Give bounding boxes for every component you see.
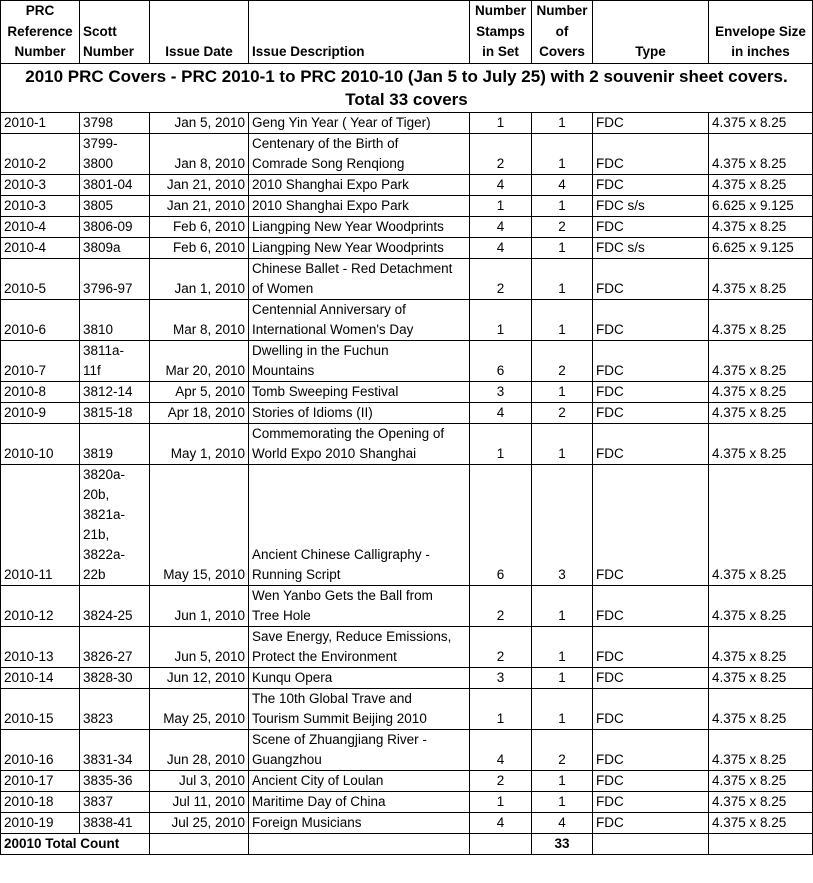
table-row xyxy=(1,464,813,585)
cell-envelope-size: 4.375 x 8.25 xyxy=(709,729,813,770)
cell-number-stamps: 3 xyxy=(470,381,532,402)
cell-issue-description: Centennial Anniversary of International Women's Day xyxy=(249,299,470,340)
cell-number-covers: 2 xyxy=(532,402,593,423)
total-empty-date xyxy=(150,833,249,854)
cell-ref-number: 2010-8 xyxy=(1,381,80,402)
cell-ref-number: 2010-19 xyxy=(1,812,80,833)
header-number-covers: Number of Covers xyxy=(532,1,593,64)
cell-scott-number: 3820a- 20b, 3821a- 21b, 3822a- 22b xyxy=(80,464,150,585)
cell-number-stamps: 4 xyxy=(470,237,532,258)
cell-envelope-size: 4.375 x 8.25 xyxy=(709,688,813,729)
cell-issue-date: May 25, 2010 xyxy=(150,688,249,729)
cell-envelope-size: 6.625 x 9.125 xyxy=(709,195,813,216)
cell-number-covers: 3 xyxy=(532,464,593,585)
cell-envelope-size: 4.375 x 8.25 xyxy=(709,174,813,195)
cell-ref-number: 2010-6 xyxy=(1,299,80,340)
cell-envelope-size: 4.375 x 8.25 xyxy=(709,133,813,174)
cell-type: FDC xyxy=(593,112,709,133)
cell-type: FDC s/s xyxy=(593,237,709,258)
cell-envelope-size: 4.375 x 8.25 xyxy=(709,791,813,812)
cell-number-stamps: 2 xyxy=(470,258,532,299)
title-row xyxy=(1,63,813,112)
table-row xyxy=(1,133,813,174)
cell-issue-description: Scene of Zhuangjiang River - Guangzhou xyxy=(249,729,470,770)
cell-envelope-size: 4.375 x 8.25 xyxy=(709,812,813,833)
table-row xyxy=(1,585,813,626)
table-row xyxy=(1,381,813,402)
cell-number-stamps: 4 xyxy=(470,174,532,195)
cell-type: FDC xyxy=(593,812,709,833)
header-ref-number: PRC Reference Number xyxy=(1,1,80,64)
cell-issue-description: Tomb Sweeping Festival xyxy=(249,381,470,402)
cell-issue-date: May 15, 2010 xyxy=(150,464,249,585)
cell-issue-date: Jan 1, 2010 xyxy=(150,258,249,299)
cell-issue-date: May 1, 2010 xyxy=(150,423,249,464)
total-empty-desc xyxy=(249,833,470,854)
table-row xyxy=(1,626,813,667)
cell-ref-number: 2010-3 xyxy=(1,174,80,195)
cell-scott-number: 3837 xyxy=(80,791,150,812)
cell-type: FDC xyxy=(593,299,709,340)
cell-issue-description: Maritime Day of China xyxy=(249,791,470,812)
cell-number-covers: 1 xyxy=(532,112,593,133)
cell-issue-description: 2010 Shanghai Expo Park xyxy=(249,174,470,195)
total-empty-size xyxy=(709,833,813,854)
cell-ref-number: 2010-5 xyxy=(1,258,80,299)
header-row xyxy=(1,1,813,64)
cell-issue-date: Jun 1, 2010 xyxy=(150,585,249,626)
cell-scott-number: 3819 xyxy=(80,423,150,464)
cell-type: FDC xyxy=(593,381,709,402)
table-row xyxy=(1,402,813,423)
table-row xyxy=(1,667,813,688)
table-row xyxy=(1,216,813,237)
cell-envelope-size: 4.375 x 8.25 xyxy=(709,667,813,688)
cell-number-stamps: 2 xyxy=(470,770,532,791)
table-row xyxy=(1,340,813,381)
cell-ref-number: 2010-11 xyxy=(1,464,80,585)
header-issue-date: Issue Date xyxy=(150,1,249,64)
cell-envelope-size: 4.375 x 8.25 xyxy=(709,381,813,402)
cell-issue-description: Liangping New Year Woodprints xyxy=(249,216,470,237)
cell-number-stamps: 1 xyxy=(470,423,532,464)
cell-ref-number: 2010-13 xyxy=(1,626,80,667)
cell-type: FDC xyxy=(593,258,709,299)
cell-issue-date: Feb 6, 2010 xyxy=(150,237,249,258)
cell-number-covers: 1 xyxy=(532,688,593,729)
cell-number-covers: 1 xyxy=(532,423,593,464)
cell-number-stamps: 2 xyxy=(470,133,532,174)
cell-issue-date: Jan 5, 2010 xyxy=(150,112,249,133)
cell-type: FDC xyxy=(593,667,709,688)
cell-number-covers: 1 xyxy=(532,299,593,340)
cell-scott-number: 3823 xyxy=(80,688,150,729)
cell-issue-date: Apr 5, 2010 xyxy=(150,381,249,402)
cell-number-stamps: 2 xyxy=(470,626,532,667)
cell-number-covers: 1 xyxy=(532,626,593,667)
cell-type: FDC xyxy=(593,729,709,770)
cell-envelope-size: 4.375 x 8.25 xyxy=(709,464,813,585)
cell-scott-number: 3805 xyxy=(80,195,150,216)
cell-issue-date: Jun 28, 2010 xyxy=(150,729,249,770)
cell-issue-description: Foreign Musicians xyxy=(249,812,470,833)
cell-scott-number: 3838-41 xyxy=(80,812,150,833)
cell-issue-description: Chinese Ballet - Red Detachment of Women xyxy=(249,258,470,299)
cell-envelope-size: 4.375 x 8.25 xyxy=(709,340,813,381)
cell-scott-number: 3828-30 xyxy=(80,667,150,688)
cell-issue-description: Ancient City of Loulan xyxy=(249,770,470,791)
cell-number-stamps: 6 xyxy=(470,464,532,585)
cell-number-stamps: 1 xyxy=(470,195,532,216)
header-number-stamps: Number Stamps in Set xyxy=(470,1,532,64)
cell-type: FDC xyxy=(593,216,709,237)
header-envelope-size: Envelope Size in inches xyxy=(709,1,813,64)
cell-number-covers: 2 xyxy=(532,340,593,381)
cell-scott-number: 3796-97 xyxy=(80,258,150,299)
cell-issue-description: Commemorating the Opening of World Expo 2010 Shanghai xyxy=(249,423,470,464)
cell-issue-description: 2010 Shanghai Expo Park xyxy=(249,195,470,216)
cell-type: FDC xyxy=(593,464,709,585)
cell-issue-date: Jul 25, 2010 xyxy=(150,812,249,833)
cell-number-covers: 1 xyxy=(532,133,593,174)
cell-envelope-size: 4.375 x 8.25 xyxy=(709,112,813,133)
cell-type: FDC xyxy=(593,340,709,381)
cell-ref-number: 2010-16 xyxy=(1,729,80,770)
cell-scott-number: 3810 xyxy=(80,299,150,340)
cell-type: FDC xyxy=(593,133,709,174)
cell-number-stamps: 4 xyxy=(470,402,532,423)
cell-number-stamps: 1 xyxy=(470,688,532,729)
cell-scott-number: 3809a xyxy=(80,237,150,258)
total-empty-stamps xyxy=(470,833,532,854)
cell-number-stamps: 2 xyxy=(470,585,532,626)
cell-ref-number: 2010-18 xyxy=(1,791,80,812)
table-row xyxy=(1,423,813,464)
cell-scott-number: 3824-25 xyxy=(80,585,150,626)
cell-issue-description: Kunqu Opera xyxy=(249,667,470,688)
cell-issue-date: Jul 11, 2010 xyxy=(150,791,249,812)
cell-ref-number: 2010-4 xyxy=(1,237,80,258)
table-row xyxy=(1,812,813,833)
cell-number-stamps: 1 xyxy=(470,112,532,133)
cell-ref-number: 2010-3 xyxy=(1,195,80,216)
cell-issue-date: Feb 6, 2010 xyxy=(150,216,249,237)
cell-number-stamps: 4 xyxy=(470,216,532,237)
table-row xyxy=(1,688,813,729)
cell-number-stamps: 1 xyxy=(470,791,532,812)
table-row xyxy=(1,791,813,812)
cell-scott-number: 3798 xyxy=(80,112,150,133)
cell-ref-number: 2010-17 xyxy=(1,770,80,791)
cell-scott-number: 3831-34 xyxy=(80,729,150,770)
cell-number-covers: 1 xyxy=(532,237,593,258)
cell-number-stamps: 4 xyxy=(470,812,532,833)
table-row xyxy=(1,770,813,791)
cell-ref-number: 2010-15 xyxy=(1,688,80,729)
cell-issue-description: Centenary of the Birth of Comrade Song Renqiong xyxy=(249,133,470,174)
cell-issue-description: Geng Yin Year ( Year of Tiger) xyxy=(249,112,470,133)
cell-type: FDC xyxy=(593,423,709,464)
cell-envelope-size: 4.375 x 8.25 xyxy=(709,258,813,299)
cell-number-covers: 1 xyxy=(532,381,593,402)
cell-issue-description: Dwelling in the Fuchun Mountains xyxy=(249,340,470,381)
cell-ref-number: 2010-4 xyxy=(1,216,80,237)
cell-number-covers: 2 xyxy=(532,729,593,770)
cell-number-stamps: 4 xyxy=(470,729,532,770)
cell-issue-description: Stories of Idioms (II) xyxy=(249,402,470,423)
cell-issue-description: Wen Yanbo Gets the Ball from Tree Hole xyxy=(249,585,470,626)
cell-envelope-size: 4.375 x 8.25 xyxy=(709,626,813,667)
cell-issue-date: Jul 3, 2010 xyxy=(150,770,249,791)
header-issue-description: Issue Description xyxy=(249,1,470,64)
total-empty-type xyxy=(593,833,709,854)
cell-envelope-size: 4.375 x 8.25 xyxy=(709,585,813,626)
cell-number-stamps: 3 xyxy=(470,667,532,688)
cell-type: FDC xyxy=(593,770,709,791)
cell-type: FDC xyxy=(593,174,709,195)
table-row xyxy=(1,174,813,195)
cell-issue-description: The 10th Global Trave and Tourism Summit Beijing 2010 xyxy=(249,688,470,729)
cell-type: FDC xyxy=(593,402,709,423)
cell-number-covers: 1 xyxy=(532,195,593,216)
cell-envelope-size: 4.375 x 8.25 xyxy=(709,299,813,340)
cell-issue-description: Liangping New Year Woodprints xyxy=(249,237,470,258)
table-title: 2010 PRC Covers - PRC 2010-1 to PRC 2010-10 (Jan 5 to July 25) with 2 souvenir sheet covers. Total 33 covers xyxy=(1,63,813,112)
cell-issue-date: Jan 21, 2010 xyxy=(150,195,249,216)
cell-number-covers: 1 xyxy=(532,258,593,299)
cell-number-covers: 1 xyxy=(532,585,593,626)
table-row xyxy=(1,299,813,340)
cell-scott-number: 3801-04 xyxy=(80,174,150,195)
cell-number-covers: 1 xyxy=(532,667,593,688)
cell-issue-date: Jan 8, 2010 xyxy=(150,133,249,174)
header-type: Type xyxy=(593,1,709,64)
cell-ref-number: 2010-9 xyxy=(1,402,80,423)
cell-issue-date: Apr 18, 2010 xyxy=(150,402,249,423)
cell-envelope-size: 4.375 x 8.25 xyxy=(709,402,813,423)
cell-issue-date: Jun 5, 2010 xyxy=(150,626,249,667)
cell-number-covers: 1 xyxy=(532,791,593,812)
cell-scott-number: 3812-14 xyxy=(80,381,150,402)
cell-scott-number: 3826-27 xyxy=(80,626,150,667)
cell-envelope-size: 4.375 x 8.25 xyxy=(709,216,813,237)
cell-scott-number: 3815-18 xyxy=(80,402,150,423)
cell-number-covers: 4 xyxy=(532,812,593,833)
cell-number-covers: 1 xyxy=(532,770,593,791)
header-scott-number: Scott Number xyxy=(80,1,150,64)
cell-ref-number: 2010-14 xyxy=(1,667,80,688)
cell-number-covers: 4 xyxy=(532,174,593,195)
cell-type: FDC xyxy=(593,688,709,729)
total-row xyxy=(1,833,813,854)
cell-envelope-size: 4.375 x 8.25 xyxy=(709,423,813,464)
table-row xyxy=(1,729,813,770)
cell-envelope-size: 6.625 x 9.125 xyxy=(709,237,813,258)
cell-issue-date: Jun 12, 2010 xyxy=(150,667,249,688)
total-covers-count: 33 xyxy=(532,833,593,854)
table-row xyxy=(1,258,813,299)
cell-scott-number: 3835-36 xyxy=(80,770,150,791)
cell-envelope-size: 4.375 x 8.25 xyxy=(709,770,813,791)
cell-scott-number: 3811a- 11f xyxy=(80,340,150,381)
cell-issue-date: Mar 8, 2010 xyxy=(150,299,249,340)
cell-number-stamps: 1 xyxy=(470,299,532,340)
cell-issue-description: Ancient Chinese Calligraphy - Running Script xyxy=(249,464,470,585)
cell-issue-date: Jan 21, 2010 xyxy=(150,174,249,195)
table-row xyxy=(1,237,813,258)
cell-ref-number: 2010-12 xyxy=(1,585,80,626)
cell-type: FDC xyxy=(593,626,709,667)
cell-ref-number: 2010-7 xyxy=(1,340,80,381)
cell-type: FDC xyxy=(593,585,709,626)
table-row xyxy=(1,112,813,133)
cell-ref-number: 2010-1 xyxy=(1,112,80,133)
table-row xyxy=(1,195,813,216)
cell-scott-number: 3806-09 xyxy=(80,216,150,237)
cell-type: FDC xyxy=(593,791,709,812)
cell-number-covers: 2 xyxy=(532,216,593,237)
cell-ref-number: 2010-10 xyxy=(1,423,80,464)
total-label: 20010 Total Count xyxy=(1,833,150,854)
cell-number-stamps: 6 xyxy=(470,340,532,381)
cell-scott-number: 3799- 3800 xyxy=(80,133,150,174)
cell-issue-date: Mar 20, 2010 xyxy=(150,340,249,381)
cell-type: FDC s/s xyxy=(593,195,709,216)
cell-ref-number: 2010-2 xyxy=(1,133,80,174)
cell-issue-description: Save Energy, Reduce Emissions, Protect the Environment xyxy=(249,626,470,667)
